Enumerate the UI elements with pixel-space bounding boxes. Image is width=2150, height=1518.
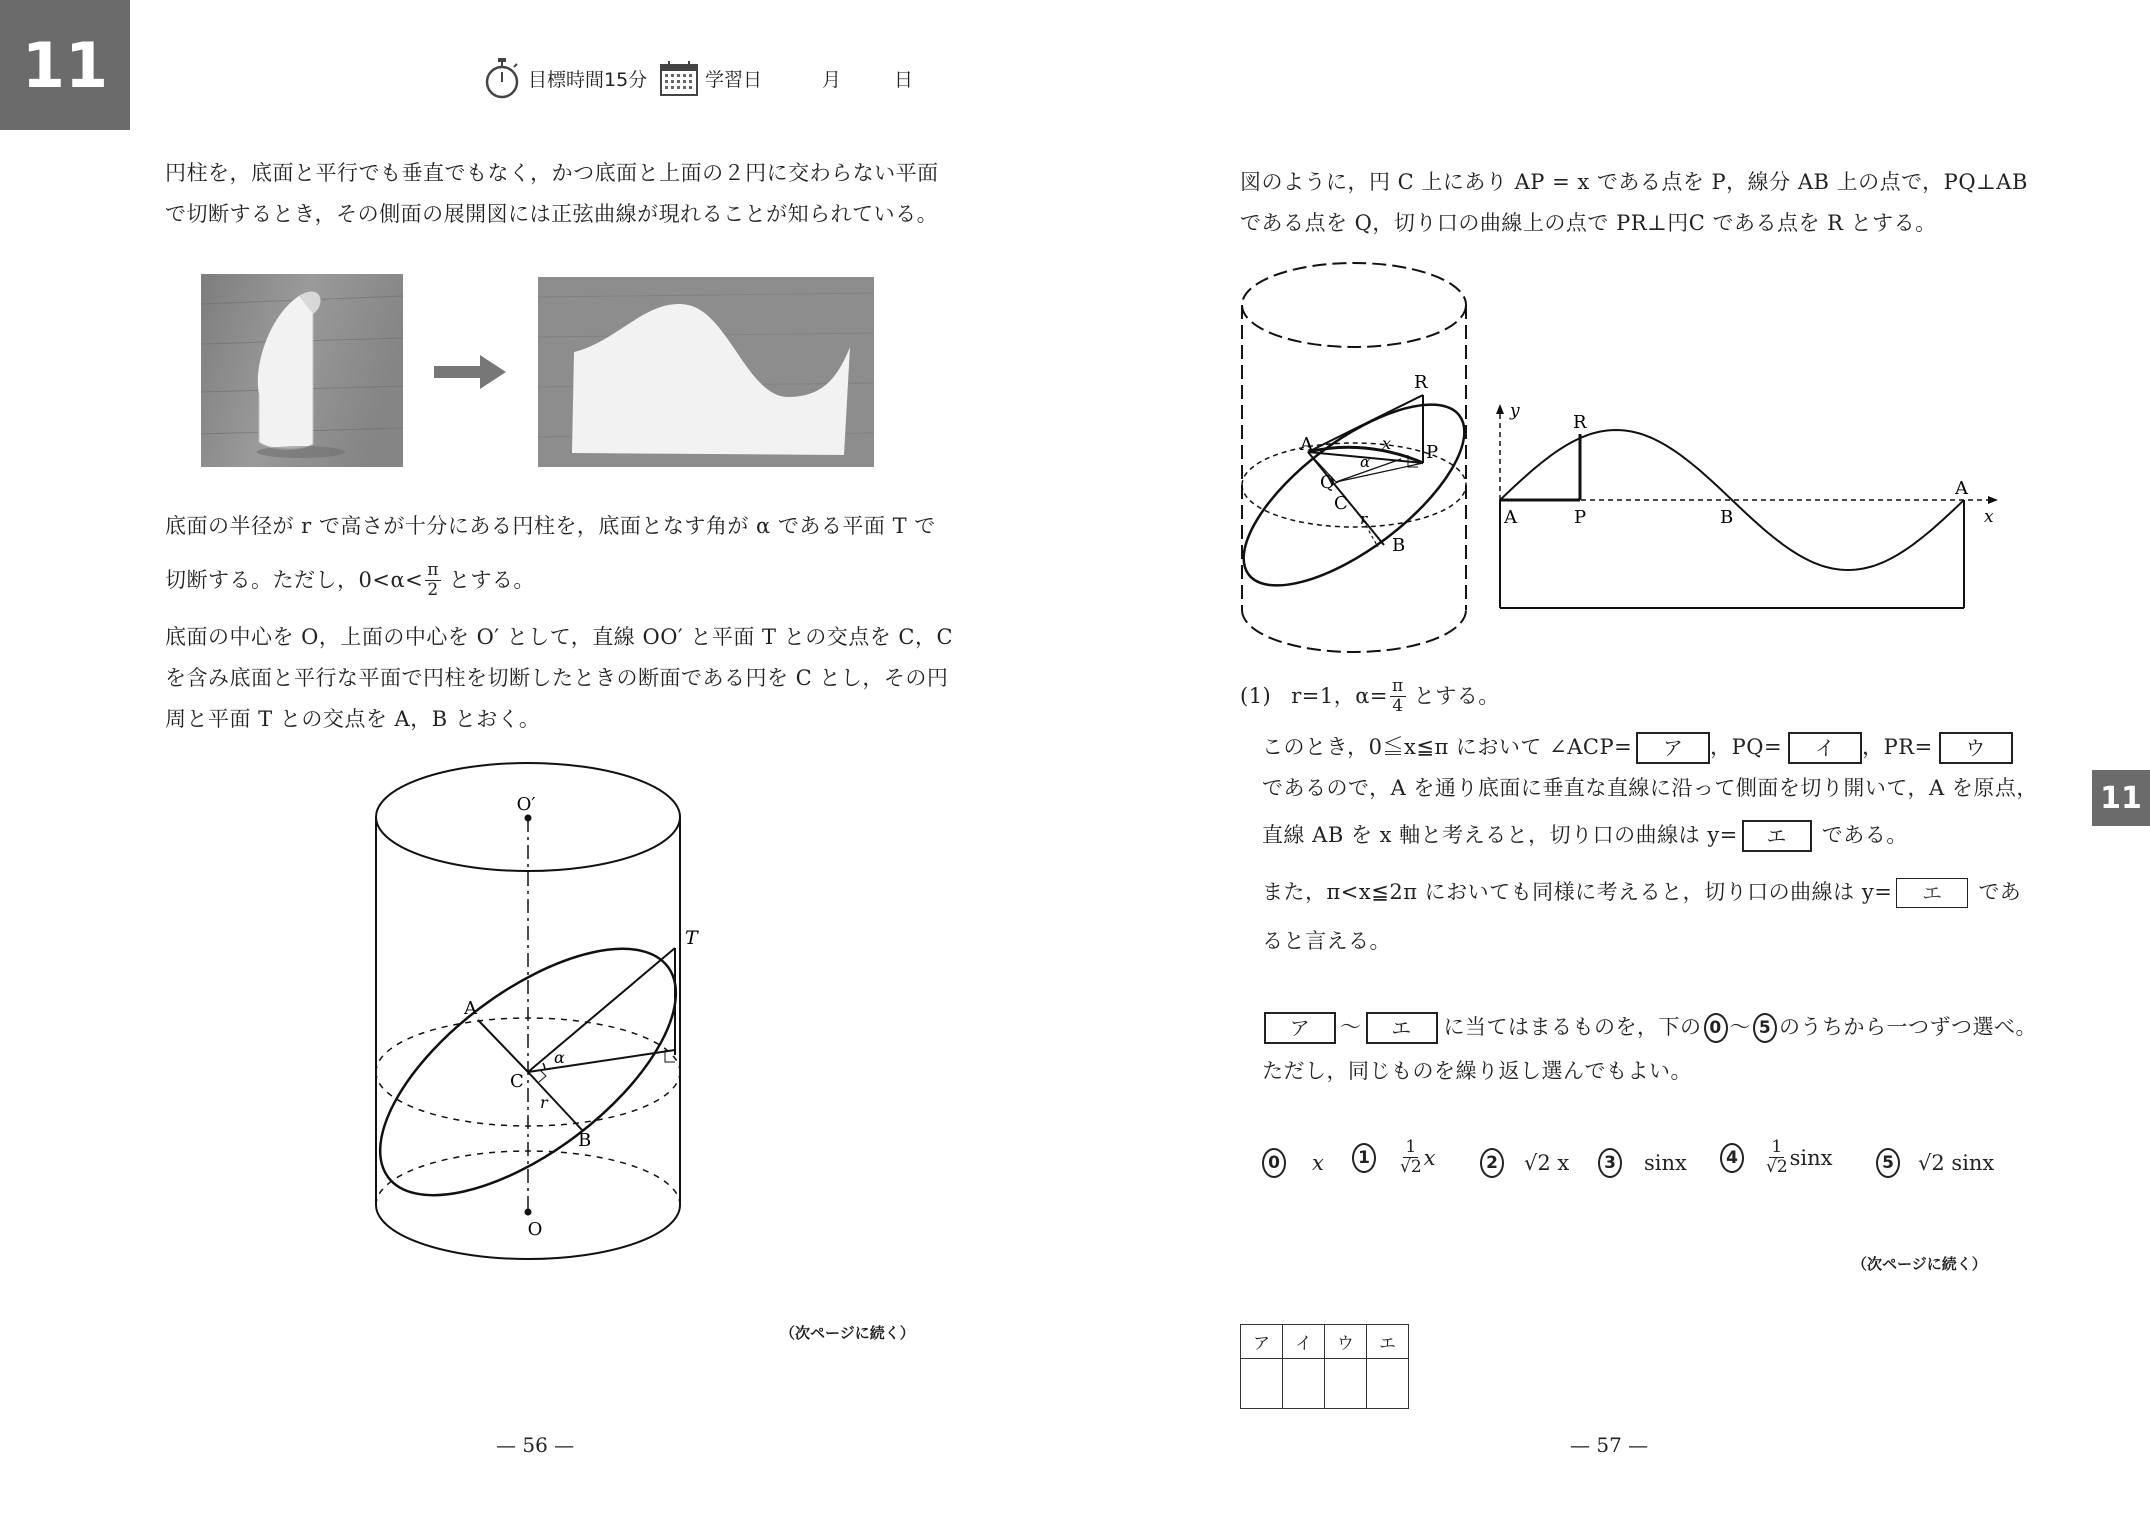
choice-4-coef-den: √2 bbox=[1766, 1157, 1788, 1177]
label-O-prime: O′ bbox=[516, 794, 536, 815]
answer-box-a[interactable]: ア bbox=[1636, 732, 1710, 764]
choice-0[interactable] bbox=[1262, 1148, 1324, 1178]
right-intro-line-2: である点を Q，切り口の曲線上の点で PR⊥円C である点を R とする。 bbox=[1240, 211, 1937, 235]
answer-table bbox=[1240, 1324, 1409, 1409]
label-R-unrolled: R bbox=[1573, 412, 1587, 433]
setup-paragraph bbox=[165, 506, 936, 600]
answer-table-header: エ bbox=[1367, 1325, 1409, 1359]
question-1-line-c bbox=[1262, 815, 1908, 856]
def-line-2: を含み底面と平行な平面で円柱を切断したときの断面である円を C とし，その円 bbox=[165, 666, 949, 690]
answer-cell-a[interactable] bbox=[1241, 1359, 1283, 1409]
answer-table-entry-row bbox=[1241, 1359, 1409, 1409]
chapter-badge bbox=[0, 0, 130, 130]
arrow-icon bbox=[434, 355, 506, 389]
side-tab-number: 11 bbox=[2100, 780, 2142, 816]
fraction-numerator: π bbox=[427, 559, 439, 580]
label-A-end: A bbox=[1955, 478, 1968, 499]
line-a-pr: ，PR= bbox=[1862, 735, 1933, 759]
choice-marker-5-inline: 5 bbox=[1753, 1013, 1777, 1043]
intro-paragraph bbox=[165, 153, 939, 235]
setup-line-2-post: とする。 bbox=[448, 568, 535, 592]
label-r: r bbox=[540, 1093, 548, 1112]
choice-1[interactable] bbox=[1352, 1138, 1436, 1177]
axis-label-x: x bbox=[1984, 507, 1994, 527]
question-1-line-e: ると言える。 bbox=[1262, 929, 1391, 953]
label-A: A bbox=[464, 998, 477, 1019]
answer-table-header: イ bbox=[1283, 1325, 1325, 1359]
choice-0-expr: x bbox=[1312, 1151, 1324, 1175]
label-R: R bbox=[1414, 372, 1428, 393]
target-time-label: 目標時間15分 bbox=[528, 69, 648, 91]
answer-cell-i[interactable] bbox=[1283, 1359, 1325, 1409]
fraction-numerator: π bbox=[1392, 676, 1404, 696]
label-B: B bbox=[578, 1130, 592, 1151]
line-c-pre: 直線 AB を x 軸と考えると，切り口の曲線は y= bbox=[1262, 823, 1738, 847]
choice-1-marker: 1 bbox=[1352, 1143, 1376, 1173]
photo-unrolled-sheet bbox=[538, 277, 874, 467]
choice-4-expr: sinx bbox=[1789, 1145, 1833, 1170]
axis-label-y: y bbox=[1510, 401, 1520, 421]
answer-table-header: ウ bbox=[1325, 1325, 1367, 1359]
instruction-tilde: ～ bbox=[1340, 1015, 1362, 1039]
definition-paragraph bbox=[165, 617, 953, 740]
choice-5-marker: 5 bbox=[1876, 1148, 1900, 1178]
label-Q: Q bbox=[1320, 472, 1335, 493]
label-A-origin: A bbox=[1504, 507, 1517, 528]
pi-over-4-fraction bbox=[1390, 677, 1406, 716]
photo-cut-cylinder bbox=[201, 274, 403, 467]
line-c-post: である。 bbox=[1821, 823, 1908, 847]
line-a-pq: ，PQ= bbox=[1710, 735, 1783, 759]
choice-1-coefficient bbox=[1400, 1138, 1422, 1177]
cylinder-detail-figure bbox=[1236, 255, 1476, 655]
continued-note-right: （次ページに続く） bbox=[1852, 1255, 1987, 1273]
choice-1-coef-den: √2 bbox=[1400, 1157, 1422, 1177]
instruction-text-2: のうちから一つずつ選べ。 bbox=[1779, 1015, 2037, 1039]
right-intro-line-1: 図のように，円 C 上にあり AP = x である点を P，線分 AB 上の点で，PQ⊥AB bbox=[1240, 170, 2028, 194]
label-C: C bbox=[510, 1071, 524, 1092]
intro-line-2: で切断するとき，その側面の展開図には正弦曲線が現れることが知られている。 bbox=[165, 202, 939, 226]
label-B-detail: B bbox=[1392, 535, 1406, 556]
choice-4-coef-num: 1 bbox=[1771, 1137, 1783, 1157]
choice-4[interactable] bbox=[1720, 1138, 1833, 1177]
header bbox=[484, 57, 924, 101]
page-number-right: — 57 — bbox=[1570, 1433, 1649, 1457]
label-r-detail: r bbox=[1360, 510, 1368, 528]
instruction-line-2: ただし，同じものを繰り返し選んでもよい。 bbox=[1262, 1059, 1692, 1083]
pi-over-2-fraction bbox=[425, 561, 441, 600]
question-1-line-d bbox=[1262, 872, 2021, 913]
setup-line-2-pre: 切断する。ただし，0<α< bbox=[165, 568, 424, 592]
instruction-text: に当てはまるものを，下の bbox=[1443, 1015, 1702, 1039]
label-alpha-detail: α bbox=[1360, 453, 1371, 471]
study-day-label: 学習日 bbox=[705, 69, 763, 91]
answer-box-e-repeat[interactable]: エ bbox=[1896, 878, 1968, 908]
instruction-box-a: ア bbox=[1264, 1012, 1336, 1044]
page-number-left: — 56 — bbox=[496, 1433, 575, 1457]
line-a-pre: このとき，0≦x≦π において ∠ACP= bbox=[1262, 735, 1633, 759]
right-intro-paragraph bbox=[1240, 162, 2028, 244]
choice-2-expr: √2 x bbox=[1524, 1151, 1570, 1175]
choice-5[interactable] bbox=[1876, 1148, 1994, 1178]
answer-box-i[interactable]: イ bbox=[1788, 732, 1862, 764]
answer-table-header-row bbox=[1241, 1325, 1409, 1359]
intro-line-1: 円柱を，底面と平行でも垂直でもなく，かつ底面と上面の２円に交わらない平面 bbox=[165, 161, 939, 185]
choice-3-marker: 3 bbox=[1598, 1148, 1622, 1178]
setup-line-1: 底面の半径が r で高さが十分にある円柱を，底面となす角が α である平面 T で bbox=[165, 514, 936, 538]
choice-4-marker: 4 bbox=[1720, 1143, 1744, 1173]
month-label: 月 bbox=[822, 69, 842, 91]
chapter-number: 11 bbox=[21, 28, 109, 102]
def-line-1: 底面の中心を O，上面の中心を O′ として，直線 OO′ と平面 T との交点を C，C bbox=[165, 625, 954, 649]
choice-2-marker: 2 bbox=[1480, 1148, 1504, 1178]
answer-box-e[interactable]: エ bbox=[1742, 820, 1812, 852]
choice-1-expr: x bbox=[1423, 1145, 1436, 1170]
answer-cell-u[interactable] bbox=[1325, 1359, 1367, 1409]
label-alpha: α bbox=[554, 1048, 565, 1067]
label-B-unrolled: B bbox=[1720, 507, 1734, 528]
instruction-box-e: エ bbox=[1366, 1012, 1438, 1044]
choice-1-coef-num: 1 bbox=[1405, 1137, 1417, 1157]
calendar-icon bbox=[660, 60, 698, 96]
label-P-unrolled: P bbox=[1574, 507, 1587, 528]
choice-marker-0-inline: 0 bbox=[1704, 1013, 1728, 1043]
choice-0-marker: 0 bbox=[1262, 1148, 1286, 1178]
setup-line-2 bbox=[165, 560, 936, 600]
question-1-text-pre: r=1，α= bbox=[1291, 684, 1389, 708]
fraction-denominator: 4 bbox=[1392, 696, 1404, 716]
continued-note-left: （次ページに続く） bbox=[780, 1324, 915, 1342]
label-C-detail: C bbox=[1334, 493, 1348, 514]
cylinder-figure bbox=[360, 750, 720, 1290]
label-A-detail: A bbox=[1300, 434, 1313, 455]
question-1-label: (1) bbox=[1240, 684, 1272, 708]
label-O: O bbox=[527, 1219, 543, 1240]
choice-3[interactable] bbox=[1598, 1148, 1687, 1178]
choice-5-expr: √2 sinx bbox=[1918, 1151, 1995, 1175]
label-x-arc: x bbox=[1382, 434, 1392, 453]
choice-3-expr: sinx bbox=[1644, 1151, 1687, 1175]
stopwatch-icon bbox=[484, 57, 520, 99]
answer-table-header: ア bbox=[1241, 1325, 1283, 1359]
answer-box-u[interactable]: ウ bbox=[1939, 732, 2013, 764]
answer-cell-e[interactable] bbox=[1367, 1359, 1409, 1409]
question-1-text-post: とする。 bbox=[1413, 684, 1500, 708]
line-d-post: であ bbox=[1978, 880, 2022, 904]
line-d-pre: また，π<x≦2π においても同様に考えると，切り口の曲線は y= bbox=[1262, 880, 1893, 904]
day-label: 日 bbox=[894, 69, 914, 91]
choice-2[interactable] bbox=[1480, 1148, 1569, 1178]
question-1-line-a bbox=[1262, 727, 2013, 768]
unrolled-sine-figure bbox=[1490, 400, 2010, 620]
question-1-line-b: であるので，A を通り底面に垂直な直線に沿って側面を切り開いて，A を原点， bbox=[1262, 776, 2038, 800]
def-line-3: 周と平面 T との交点を A，B とおく。 bbox=[165, 707, 541, 731]
label-P: P bbox=[1426, 442, 1439, 463]
label-T: T bbox=[685, 927, 698, 949]
side-tab bbox=[2092, 770, 2150, 826]
fraction-denominator: 2 bbox=[427, 579, 439, 600]
choice-4-coefficient bbox=[1766, 1138, 1788, 1177]
instruction-tilde-2: ～ bbox=[1729, 1015, 1751, 1039]
instruction-line-1 bbox=[1264, 1007, 2037, 1048]
question-1-header bbox=[1240, 676, 1500, 717]
